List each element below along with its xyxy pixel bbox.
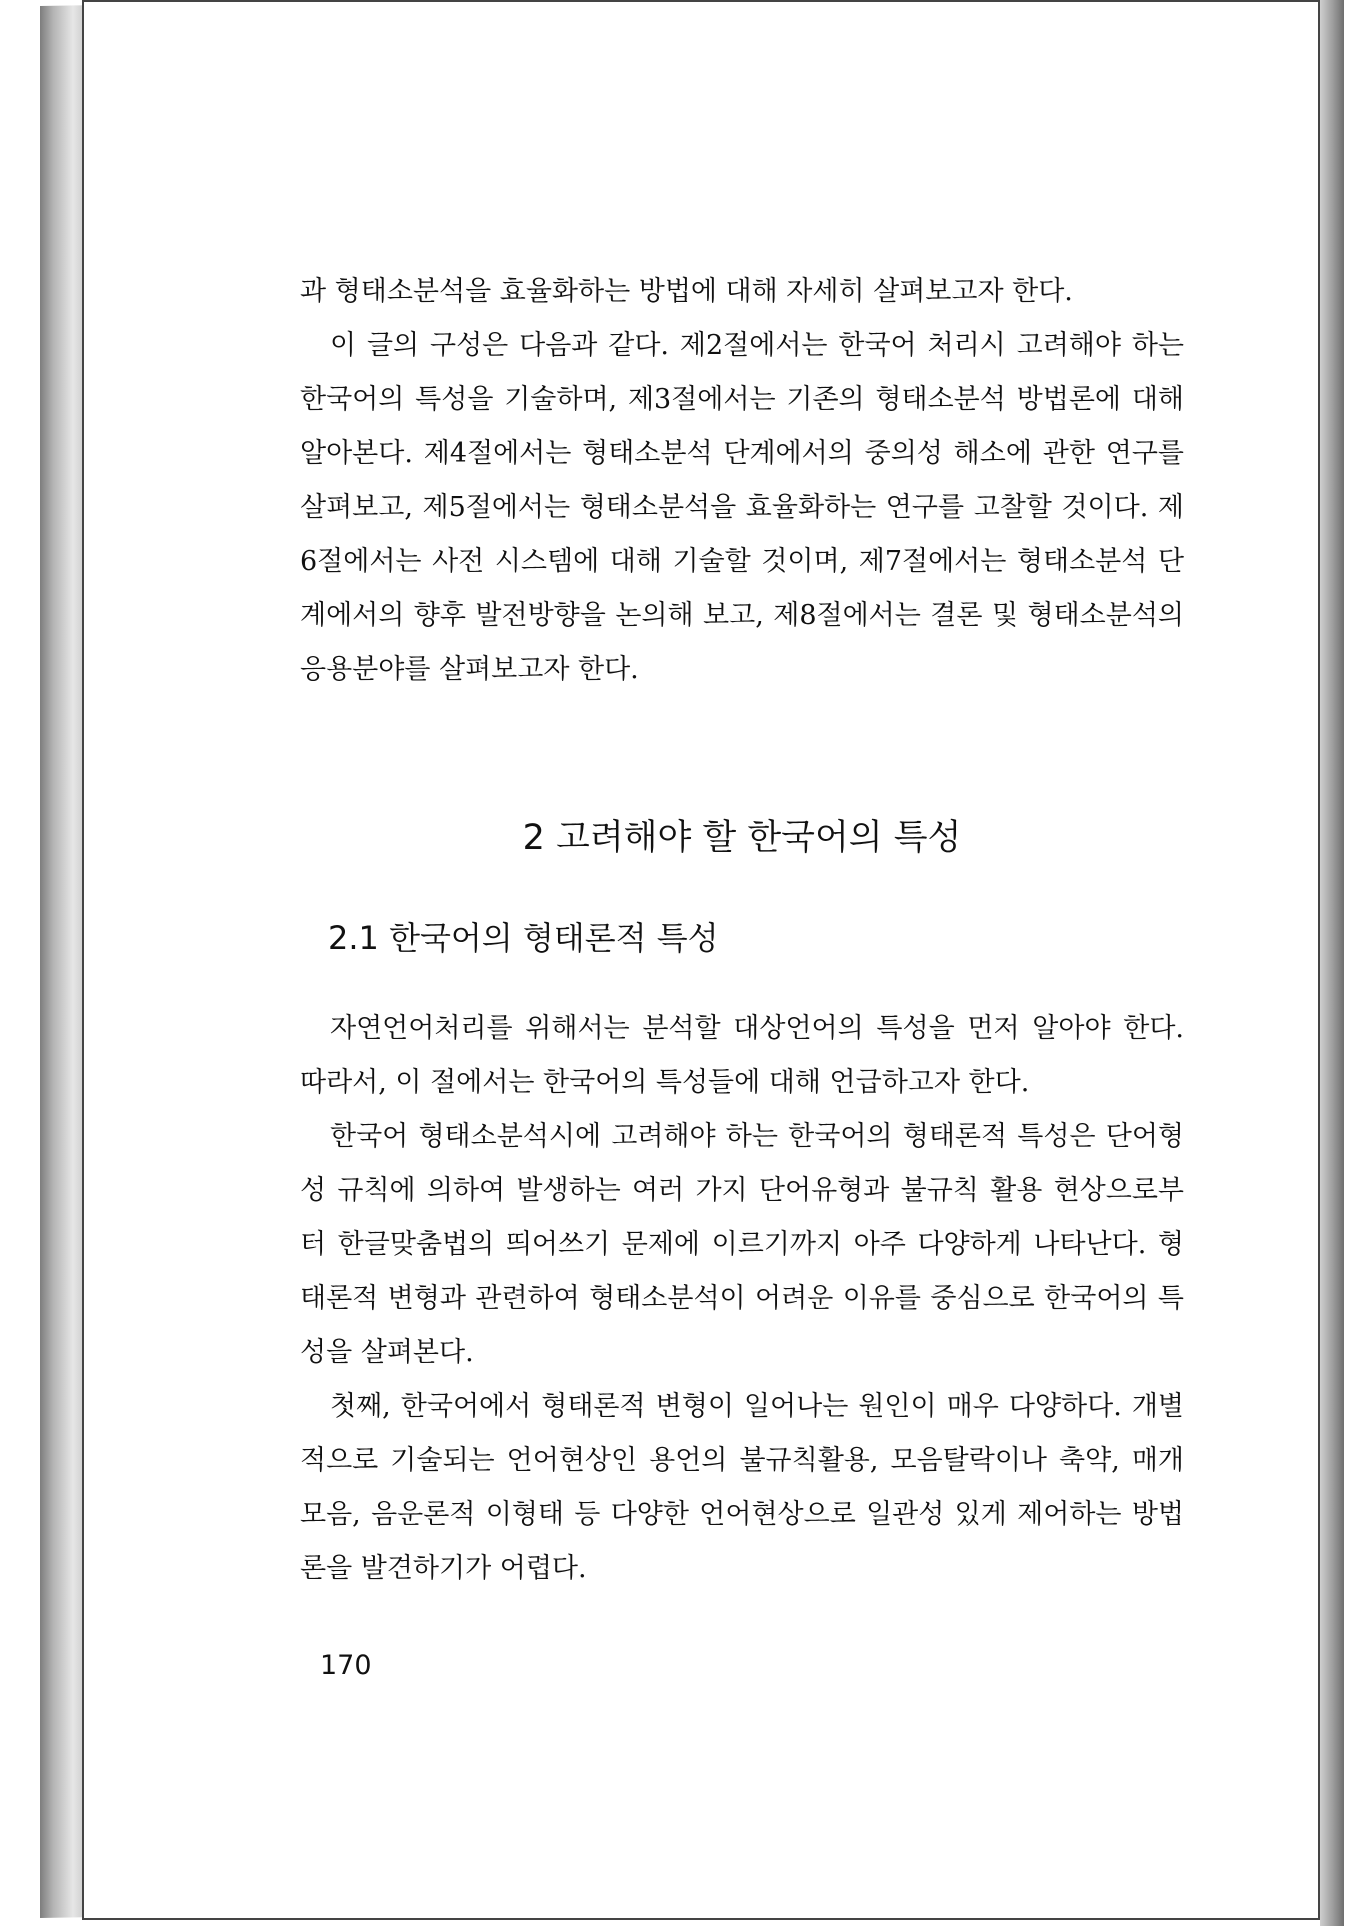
intro-paragraph-1: 과 형태소분석을 효율화하는 방법에 대해 자세히 살펴보고자 한다. bbox=[300, 276, 1073, 307]
body-paragraph-3: 첫째, 한국어에서 형태론적 변형이 일어나는 원인이 매우 다양하다. 개별적으로 기술되는 언어현상인 용언의 불규칙활용, 모음탈락이나 축약, 매개모음, 음운론적 이형태 등 다양한 언어현상으로 일관성 있게 제어하는 방법론을 발견하기가 어렵다. bbox=[300, 1391, 1184, 1584]
section-body bbox=[300, 1002, 1184, 1596]
body-paragraph-2: 한국어 형태소분석시에 고려해야 하는 한국어의 형태론적 특성은 단어형성 규칙에 의하여 발생하는 여러 가지 단어유형과 불규칙 활용 현상으로부터 한글맞춤법의 띄어쓰기 문제에 이르기까지 아주 다양하게 나타난다. 형태론적 변형과 관련하여 형태소분석이 어려운 이유를 중심으로 한국어의 특성을 살펴본다. bbox=[300, 1121, 1184, 1368]
body-paragraph-1: 자연언어처리를 위해서는 분석할 대상언어의 특성을 먼저 알아야 한다. 따라서, 이 절에서는 한국어의 특성들에 대해 언급하고자 한다. bbox=[300, 1013, 1184, 1098]
section-title: 2 고려해야 할 한국어의 특성 bbox=[522, 818, 962, 858]
subsection-title: 2.1 한국어의 형태론적 특성 bbox=[328, 919, 719, 957]
intro-text bbox=[300, 265, 1184, 697]
intro-paragraph-2: 이 글의 구성은 다음과 같다. 제2절에서는 한국어 처리시 고려해야 하는 한국어의 특성을 기술하며, 제3절에서는 기존의 형태소분석 방법론에 대해 알아본다. 제4절에서는 형태소분석 단계에서의 중의성 해소에 관한 연구를 살펴보고, 제5절에서는 형태소분석을 효율화하는 연구를 고찰할 것이다. 제6절에서는 사전 시스템에 대해 기술할 것이며, 제7절에서는 형태소분석 단계에서의 향후 발전방향을 논의해 보고, 제8절에서는 결론 및 형태소분석의 응용분야를 살펴보고자 한다. bbox=[300, 330, 1184, 685]
page-number: 170 bbox=[320, 1650, 372, 1681]
page-edge bbox=[1320, 0, 1344, 1926]
book-spine bbox=[40, 5, 84, 1918]
